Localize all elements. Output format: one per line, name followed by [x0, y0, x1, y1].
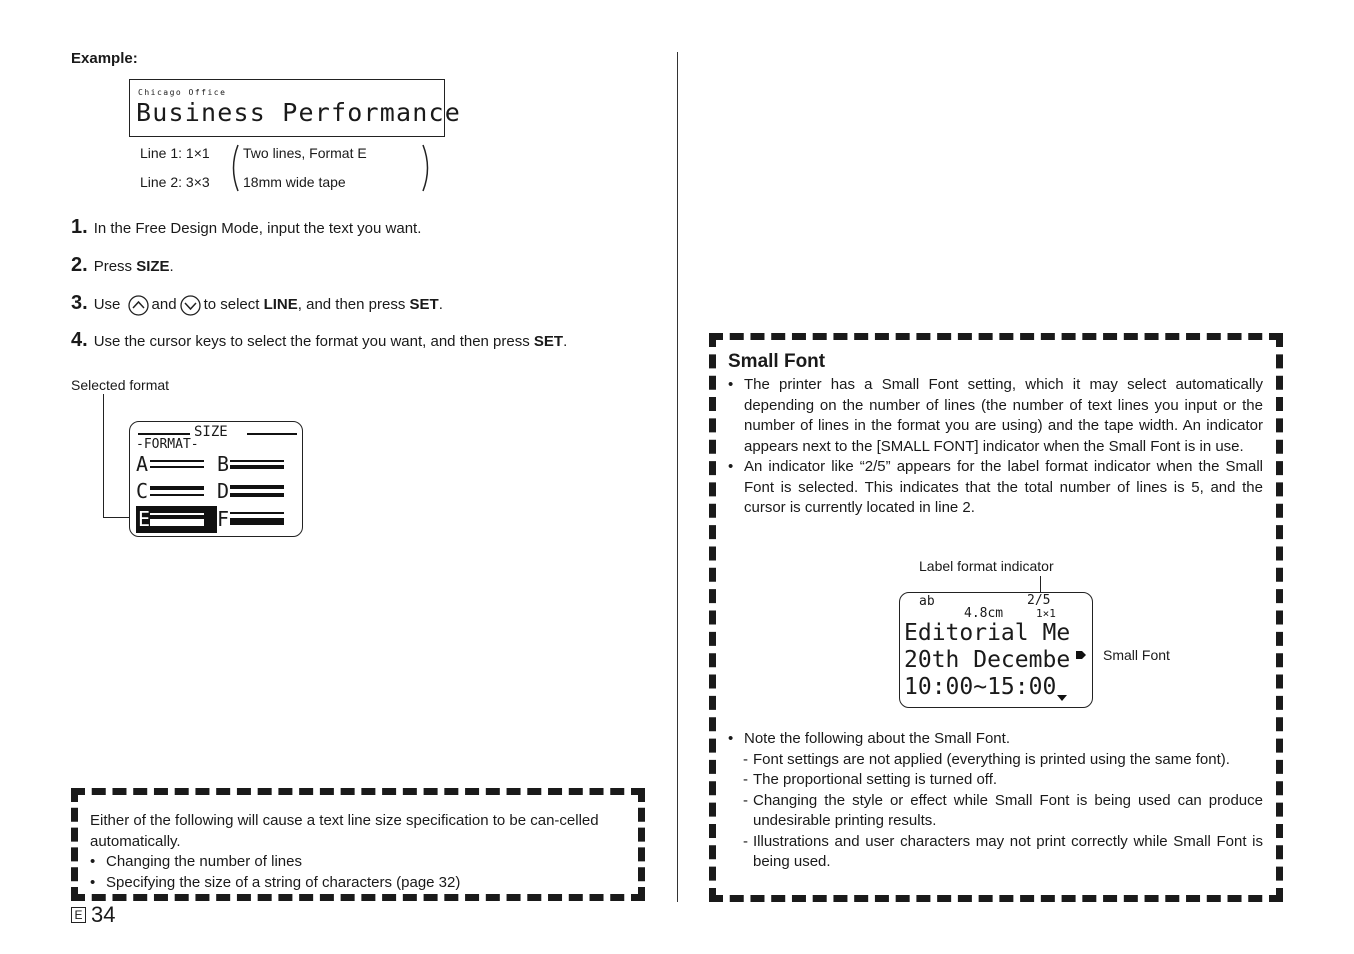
cancel-note-box	[71, 788, 645, 901]
format-letter-f: F	[217, 507, 230, 531]
language-marker: E	[71, 907, 86, 923]
format-f-line	[230, 518, 284, 525]
down-arrow-key-icon	[180, 295, 201, 316]
format-a-line	[150, 460, 204, 462]
lcd-length: 4.8cm	[964, 606, 1004, 621]
format-spec: Two lines, Format E	[243, 145, 367, 161]
tape-spec: 18mm wide tape	[243, 174, 346, 190]
selected-format-caption: Selected format	[71, 377, 170, 393]
small-font-notes	[728, 729, 1263, 873]
open-paren-icon	[227, 143, 241, 193]
small-font-box	[709, 333, 1283, 902]
small-font-lcd-display	[899, 592, 1093, 708]
format-b-line	[230, 460, 284, 462]
line1-spec: Line 1: 1×1	[140, 145, 210, 161]
label-small-text: Chicago Office	[138, 88, 227, 97]
format-a-line	[150, 466, 204, 468]
format-e-line	[150, 513, 204, 515]
format-letter-a: A	[136, 452, 149, 476]
format-e-line	[150, 519, 204, 526]
title-rule-left	[138, 433, 190, 435]
size-lcd-display	[129, 421, 303, 537]
size-title: SIZE	[194, 424, 228, 440]
label-big-text: Business Performance	[136, 98, 462, 127]
format-label: -FORMAT-	[136, 437, 199, 452]
cancel-note-bullet: • Changing the number of lines	[90, 853, 302, 870]
format-b-line	[230, 465, 284, 469]
step-3: 3. Use and to select LINE, and then press SET.	[71, 292, 443, 314]
format-letter-e: E	[138, 507, 151, 531]
small-font-note: - The proportional setting is turned off.	[743, 771, 998, 788]
cancel-note-bullet: • Specifying the size of a string of characters (page 32)	[90, 873, 461, 891]
cursor-down-triangle-icon	[1056, 694, 1068, 702]
line2-spec: Line 2: 3×3	[140, 174, 210, 190]
up-arrow-key-icon	[128, 295, 149, 316]
close-paren-icon	[420, 143, 434, 193]
page-number: E 34	[71, 902, 115, 928]
format-d-line	[230, 485, 284, 489]
small-font-note: - Changing the style or effect while Small Font is being used can produce undesirable printing results.	[743, 791, 1263, 829]
title-rule-right	[247, 433, 297, 435]
lcd-row-3: 10:00~15:00	[904, 674, 1057, 700]
small-font-note: - Font settings are not applied (everything is printed using the same font).	[743, 750, 1230, 768]
step-4: 4. Use the cursor keys to select the format you want, and then press SET.	[71, 329, 568, 351]
format-f-line	[230, 512, 284, 514]
step-2: 2. Press SIZE.	[71, 254, 174, 276]
column-divider	[677, 52, 678, 902]
lcd-row-1: Editorial Me	[904, 620, 1071, 646]
example-heading: Example:	[71, 50, 138, 67]
small-font-note-intro: • Note the following about the Small Font.	[728, 730, 1010, 747]
small-font-note: - Illustrations and user characters may not print correctly while Small Font is being used.	[743, 832, 1263, 870]
lcd-fraction-indicator: 2/5	[1027, 593, 1051, 608]
small-font-pointer-icon	[1075, 650, 1087, 660]
label-format-indicator-caption: Label format indicator	[919, 558, 1054, 574]
step-1: 1. In the Free Design Mode, input the text you want.	[71, 216, 422, 238]
format-letter-c: C	[136, 479, 149, 503]
lcd-row-2: 20th Decembe	[904, 647, 1071, 673]
cancel-note-intro: Either of the following will cause a text line size specification to be can-celled automatically.	[90, 812, 599, 850]
small-font-indicator-label: Small Font	[1103, 647, 1170, 663]
format-letter-b: B	[217, 452, 230, 476]
caption-leader-vertical	[103, 394, 104, 518]
format-c-line	[150, 486, 204, 490]
label-sample	[129, 79, 462, 137]
small-font-heading: Small Font	[728, 351, 826, 372]
lcd-ab-indicator: ab	[919, 594, 935, 609]
lcd-scale: 1×1	[1036, 607, 1056, 620]
format-letter-d: D	[217, 479, 230, 503]
small-font-bullets	[728, 375, 1263, 519]
small-font-bullet: • An indicator like “2/5” appears for the label format indicator when the Small Font is selected. This indicates that the total number of lines is 5, and the cursor is currently located in line 2.	[728, 458, 1263, 516]
small-font-bullet: • The printer has a Small Font setting, which it may select automatically depending on the number of lines (the number of text lines you input or the number of lines in the format you are using) and the tape width. An indicator appears next to the [SMALL FONT] indicator when the Small Font is in use.	[728, 376, 1263, 455]
cancel-note-text	[90, 811, 632, 893]
format-d-line	[230, 493, 284, 497]
format-c-line	[150, 494, 204, 496]
